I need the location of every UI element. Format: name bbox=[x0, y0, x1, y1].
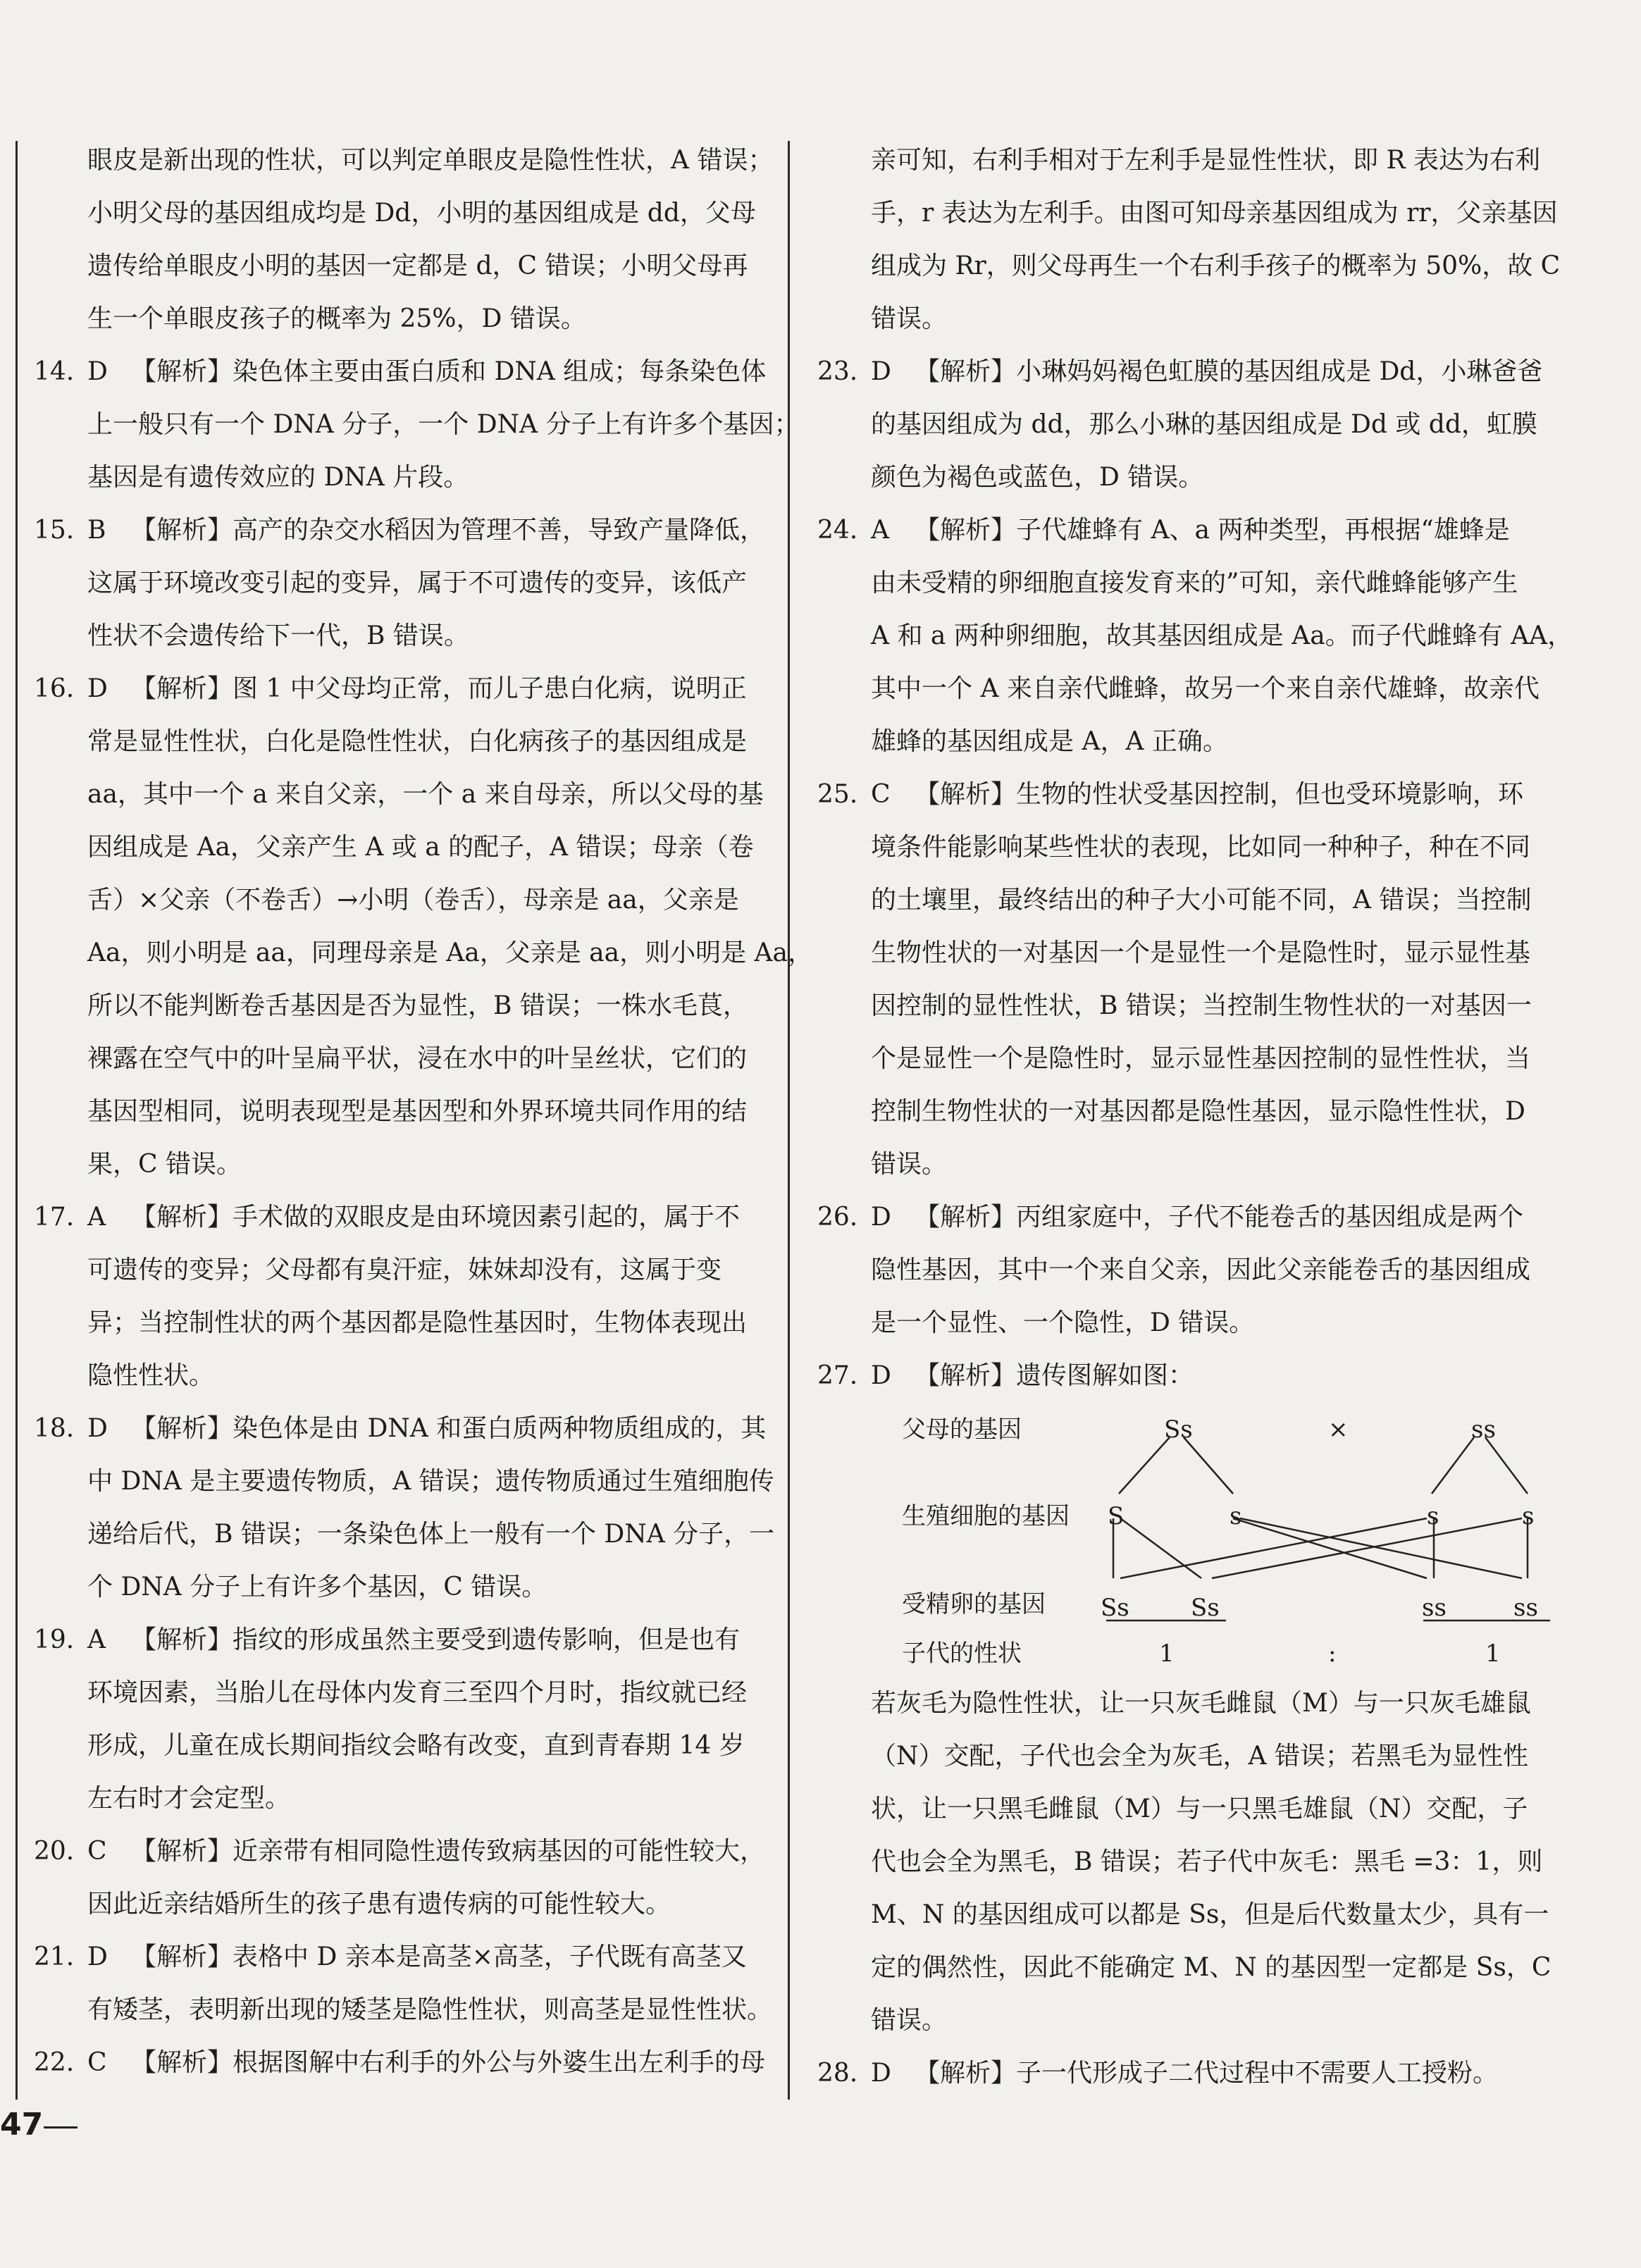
text-line bbox=[34, 662, 747, 715]
text-line: aa，其中一个 a 来自父亲，一个 a 来自母亲，所以父母的基 bbox=[87, 780, 764, 809]
arrow-gamete-1-to-zygote-2 bbox=[1120, 1518, 1201, 1578]
text-line: 组成为 Rr，则父母再生一个右利手孩子的概率为 50%，故 C bbox=[871, 252, 1561, 280]
question-number: 21. bbox=[34, 1942, 75, 1971]
explanation-text: 若灰毛为隐性性状，让一只灰毛雌鼠（M）与一只灰毛雄鼠 bbox=[871, 1689, 1531, 1718]
text-line: 雄蜂的基因组成是 A，A 正确。 bbox=[871, 727, 1228, 756]
text-line: 左右时才会定型。 bbox=[87, 1784, 291, 1813]
question-number: 16. bbox=[34, 674, 75, 703]
text-line: 境条件能影响某些性状的表现，比如同一种种子，种在不同 bbox=[871, 833, 1531, 862]
text-line: 隐性性状。 bbox=[87, 1361, 215, 1390]
text-line: 因组成是 Aa，父亲产生 A 或 a 的配子，A 错误；母亲（卷 bbox=[87, 833, 754, 862]
text-line: 由未受精的卵细胞直接发育来的”可知，亲代雌蜂能够产生 bbox=[871, 569, 1518, 597]
question-number: 17. bbox=[34, 1203, 75, 1232]
answer-item-17 bbox=[34, 1191, 748, 1402]
left-margin-rule bbox=[16, 141, 18, 2100]
question-number: 26. bbox=[817, 1203, 858, 1232]
arrow-parent-left-to-gamete-1 bbox=[1119, 1437, 1170, 1494]
explanation-text: 亲可知，右利手相对于左利手是显性性状，即 R 表达为右利 bbox=[871, 146, 1540, 175]
arrow-parent-right-to-gamete-3 bbox=[1432, 1437, 1474, 1494]
right-column bbox=[817, 134, 1573, 2100]
explanation-text: 【解析】子代雄蜂有 A、a 两种类型，再根据“雄蜂是 bbox=[915, 516, 1510, 545]
left-column bbox=[34, 134, 814, 2089]
text-line: 遗传给单眼皮小明的基因一定都是 d，C 错误；小明父母再 bbox=[87, 252, 748, 280]
answer-letter: D bbox=[87, 357, 108, 386]
text-line: 生一个单眼皮孩子的概率为 25%，D 错误。 bbox=[87, 304, 586, 333]
answer-letter: A bbox=[87, 1625, 106, 1654]
text-line bbox=[34, 345, 767, 398]
explanation-text: 【解析】染色体是由 DNA 和蛋白质两种物质组成的，其 bbox=[131, 1414, 767, 1443]
answer-letter: D bbox=[871, 357, 891, 386]
question-number: 28. bbox=[817, 2059, 858, 2088]
question-number: 14. bbox=[34, 357, 75, 386]
answer-item-27 bbox=[817, 1349, 1522, 1402]
answer-item-24 bbox=[817, 504, 1573, 768]
text-line: 因控制的显性性状，B 错误；当控制生物性状的一对基因一 bbox=[871, 991, 1532, 1020]
answer-letter: A bbox=[87, 1203, 106, 1232]
text-line: 其中一个 A 来自亲代雌蜂，故另一个来自亲代雄蜂，故亲代 bbox=[871, 674, 1540, 703]
text-line: 基因是有遗传效应的 DNA 片段。 bbox=[87, 463, 469, 492]
text-line: 基因型相同，说明表现型是基因型和外界环境共同作用的结 bbox=[87, 1097, 748, 1126]
text-line: 果，C 错误。 bbox=[87, 1150, 242, 1179]
question-number: 18. bbox=[34, 1414, 75, 1443]
answer-item-18 bbox=[34, 1402, 775, 1613]
row-label-parents: 父母的基因 bbox=[902, 1415, 1022, 1444]
text-line bbox=[817, 1191, 1522, 1244]
text-line bbox=[34, 504, 766, 557]
text-line bbox=[817, 345, 1543, 398]
answer-item-19 bbox=[34, 1613, 748, 1825]
right-column-bottom bbox=[817, 1677, 1552, 2100]
gamete-2: s bbox=[1230, 1502, 1242, 1530]
answer-letter: D bbox=[871, 2059, 891, 2088]
answer-letter: C bbox=[87, 1837, 107, 1866]
answer-item-22 bbox=[34, 2036, 766, 2089]
gamete-4: s bbox=[1522, 1502, 1535, 1530]
text-line: 是一个显性、一个隐性，D 错误。 bbox=[871, 1308, 1255, 1337]
text-line bbox=[34, 1402, 767, 1455]
row-label-zygotes: 受精卵的基因 bbox=[902, 1590, 1046, 1618]
text-line: 小明父母的基因组成均是 Dd，小明的基因组成是 dd，父母 bbox=[87, 199, 756, 228]
answer-item-15 bbox=[34, 504, 766, 662]
text-line: M、N 的基因组成可以都是 Ss，但是后代数量太少，具有一 bbox=[871, 1900, 1549, 1929]
gamete-3: s bbox=[1427, 1502, 1439, 1530]
explanation-text: 【解析】遗传图解如图： bbox=[915, 1361, 1194, 1390]
ratio-right: 1 bbox=[1485, 1640, 1501, 1668]
text-line: Aa，则小明是 aa，同理母亲是 Aa，父亲是 aa，则小明是 Aa， bbox=[87, 938, 814, 967]
text-line: 裸露在空气中的叶呈扁平状，浸在水中的叶呈丝状，它们的 bbox=[87, 1044, 748, 1073]
text-line: 异；当控制性状的两个基因都是隐性基因时，生物体表现出 bbox=[87, 1308, 748, 1337]
row-label-gametes: 生殖细胞的基因 bbox=[902, 1502, 1070, 1530]
text-line bbox=[34, 1613, 741, 1666]
ratio-colon: : bbox=[1328, 1640, 1337, 1668]
text-line bbox=[817, 134, 1540, 187]
page-number: 47 bbox=[0, 2107, 44, 2143]
text-line: 错误。 bbox=[871, 304, 948, 333]
question-number: 23. bbox=[817, 357, 858, 386]
text-line: 可遗传的变异；父母都有臭汗症，妹妹却没有，这属于变 bbox=[87, 1256, 722, 1284]
answer-item-26 bbox=[817, 1191, 1531, 1349]
answer-item-28 bbox=[817, 2047, 1522, 2100]
explanation-text: 【解析】手术做的双眼皮是由环境因素引起的，属于不 bbox=[131, 1203, 741, 1232]
question-number: 20. bbox=[34, 1837, 75, 1866]
answer-letter: C bbox=[871, 780, 891, 809]
question-number: 24. bbox=[817, 516, 858, 545]
text-line: 的基因组成为 dd，那么小琳的基因组成是 Dd 或 dd，虹膜 bbox=[871, 410, 1537, 439]
answer-letter: D bbox=[87, 1414, 108, 1443]
text-line bbox=[817, 504, 1522, 557]
text-line: 错误。 bbox=[871, 2006, 948, 2035]
text-line: 定的偶然性，因此不能确定 M、N 的基因型一定都是 Ss，C bbox=[871, 1953, 1552, 1982]
text-line bbox=[34, 1825, 766, 1878]
text-line: 形成，儿童在成长期间指纹会略有改变，直到青春期 14 岁 bbox=[87, 1731, 745, 1760]
text-line: 错误。 bbox=[871, 1150, 948, 1179]
zygote-4: ss bbox=[1513, 1594, 1538, 1622]
explanation-text: 【解析】染色体主要由蛋白质和 DNA 组成；每条染色体 bbox=[131, 357, 767, 386]
zygote-1: Ss bbox=[1101, 1594, 1129, 1622]
question-number: 22. bbox=[34, 2048, 75, 2077]
ratio-left: 1 bbox=[1159, 1640, 1175, 1668]
explanation-text: 【解析】根据图解中右利手的外公与外婆生出左利手的母 bbox=[131, 2048, 766, 2077]
text-line: 性状不会遗传给下一代，B 错误。 bbox=[87, 621, 469, 650]
text-line bbox=[817, 1349, 1522, 1402]
answer-letter: B bbox=[87, 516, 106, 545]
question-number: 25. bbox=[817, 780, 858, 809]
text-line: （N）交配，子代也会全为灰毛，A 错误；若黑毛为显性性 bbox=[871, 1742, 1528, 1771]
text-line bbox=[34, 134, 774, 187]
answer-letter: D bbox=[871, 1361, 891, 1390]
explanation-text: 眼皮是新出现的性状，可以判定单眼皮是隐性性状，A 错误； bbox=[87, 146, 774, 175]
explanation-text: 【解析】表格中 D 亲本是高茎×高茎，子代既有高茎又 bbox=[131, 1942, 747, 1971]
answer-letter: D bbox=[87, 1942, 108, 1971]
text-line bbox=[34, 2036, 766, 2089]
text-line bbox=[817, 1677, 1531, 1730]
answer-letter: D bbox=[871, 1203, 891, 1232]
text-line bbox=[34, 1191, 741, 1244]
answer-item-21 bbox=[34, 1931, 773, 2036]
answer-item-23 bbox=[817, 345, 1543, 504]
text-line: 有矮茎，表明新出现的矮茎是隐性性状，则高茎是显性性状。 bbox=[87, 1995, 773, 2024]
text-line: 常是显性性状，白化是隐性性状，白化病孩子的基因组成是 bbox=[87, 727, 748, 756]
text-line: 控制生物性状的一对基因都是隐性基因，显示隐性性状，D bbox=[871, 1097, 1525, 1126]
text-line: 手，r 表达为左利手。由图可知母亲基因组成为 rr，父亲基因 bbox=[871, 199, 1558, 228]
explanation-text: 【解析】小琳妈妈褐色虹膜的基因组成是 Dd，小琳爸爸 bbox=[915, 357, 1543, 386]
right-column-top bbox=[817, 134, 1573, 1402]
answer-item-14 bbox=[34, 345, 800, 504]
text-line: 代也会全为黑毛，B 错误；若子代中灰毛：黑毛 =3：1，则 bbox=[871, 1847, 1543, 1876]
page-number-dash bbox=[44, 2126, 78, 2128]
explanation-text: 【解析】生物的性状受基因控制，但也受环境影响，环 bbox=[915, 780, 1524, 809]
question-number: 15. bbox=[34, 516, 75, 545]
explanation-text: 【解析】图 1 中父母均正常，而儿子患白化病，说明正 bbox=[131, 674, 747, 703]
explanation-text: 【解析】丙组家庭中，子代不能卷舌的基因组成是两个 bbox=[915, 1203, 1524, 1232]
text-line: 上一般只有一个 DNA 分子，一个 DNA 分子上有许多个基因； bbox=[87, 410, 800, 439]
text-line: 个是显性一个是隐性时，显示显性基因控制的显性性状，当 bbox=[871, 1044, 1531, 1073]
genetic-diagram bbox=[902, 1402, 1538, 1677]
text-line: 因此近亲结婚所生的孩子患有遗传病的可能性较大。 bbox=[87, 1890, 671, 1919]
text-line: A 和 a 两种卵细胞，故其基因组成是 Aa。而子代雌蜂有 AA， bbox=[871, 621, 1573, 650]
text-line: 状，让一只黑毛雌鼠（M）与一只黑毛雄鼠（N）交配，子 bbox=[871, 1795, 1528, 1823]
parent-right-genotype: ss bbox=[1471, 1415, 1496, 1444]
explanation-text: 【解析】近亲带有相同隐性遗传致病基因的可能性较大， bbox=[131, 1837, 766, 1866]
explanation-text: 【解析】指纹的形成虽然主要受到遗传影响，但是也有 bbox=[131, 1625, 741, 1654]
text-line: 中 DNA 是主要遗传物质，A 错误；遗传物质通过生殖细胞传 bbox=[87, 1467, 774, 1496]
text-line: 的土壤里，最终结出的种子大小可能不同，A 错误；当控制 bbox=[871, 886, 1532, 915]
cross-symbol: × bbox=[1328, 1415, 1349, 1444]
question-number: 27. bbox=[817, 1361, 858, 1390]
explanation-text: 【解析】子一代形成子二代过程中不需要人工授粉。 bbox=[915, 2059, 1499, 2088]
text-line bbox=[817, 768, 1522, 821]
text-line bbox=[817, 2047, 1522, 2100]
row-label-offspring: 子代的性状 bbox=[902, 1640, 1022, 1668]
text-line: 递给后代，B 错误；一条染色体上一般有一个 DNA 分子，一 bbox=[87, 1520, 775, 1549]
answer-letter: D bbox=[87, 674, 108, 703]
text-line: 个 DNA 分子上有许多个基因，C 错误。 bbox=[87, 1573, 547, 1601]
text-line bbox=[34, 1931, 747, 1983]
parent-left-genotype: Ss bbox=[1164, 1415, 1193, 1444]
continued-text bbox=[817, 1677, 1552, 2047]
continued-text bbox=[817, 134, 1561, 345]
gamete-1: S bbox=[1108, 1502, 1125, 1530]
text-line: 环境因素，当胎儿在母体内发育三至四个月时，指纹就已经 bbox=[87, 1678, 748, 1707]
text-line: 生物性状的一对基因一个是显性一个是隐性时，显示显性基 bbox=[871, 938, 1531, 967]
answer-letter: A bbox=[871, 516, 889, 545]
text-line: 这属于环境改变引起的变异，属于不可遗传的变异，该低产 bbox=[87, 569, 748, 597]
text-line: 隐性基因，其中一个来自父亲，因此父亲能卷舌的基因组成 bbox=[871, 1256, 1531, 1284]
answer-letter: C bbox=[87, 2048, 107, 2077]
answer-item-16 bbox=[34, 662, 814, 1191]
answer-item-20 bbox=[34, 1825, 766, 1931]
zygote-2: Ss bbox=[1191, 1594, 1220, 1622]
text-line: 颜色为褐色或蓝色，D 错误。 bbox=[871, 463, 1204, 492]
text-line: 舌）×父亲（不卷舌）→小明（卷舌），母亲是 aa，父亲是 bbox=[87, 886, 739, 915]
continued-text bbox=[34, 134, 774, 345]
answer-item-25 bbox=[817, 768, 1532, 1191]
text-line: 所以不能判断卷舌基因是否为显性，B 错误；一株水毛茛， bbox=[87, 991, 748, 1020]
question-number: 19. bbox=[34, 1625, 75, 1654]
zygote-3: ss bbox=[1422, 1594, 1447, 1622]
explanation-text: 【解析】高产的杂交水稻因为管理不善，导致产量降低， bbox=[131, 516, 766, 545]
